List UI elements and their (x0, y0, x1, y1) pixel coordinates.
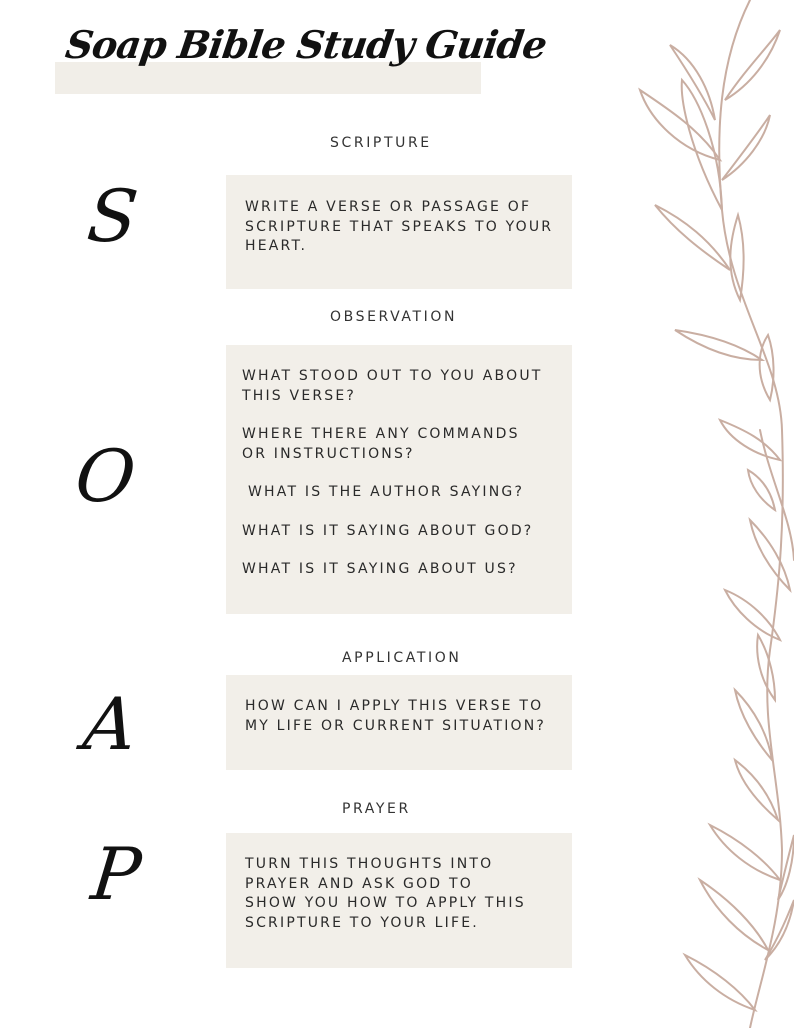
observation-question: WHERE THERE ANY COMMANDS OR INSTRUCTIONS? (242, 426, 520, 462)
leaf (675, 330, 762, 360)
page-title: Soap Bible Study Guide (62, 22, 550, 67)
letter-a: A (79, 682, 141, 766)
observation-box (226, 345, 572, 614)
heading-scripture: SCRIPTURE (330, 135, 432, 151)
scripture-box (226, 175, 572, 289)
leaf (735, 760, 778, 820)
leaf (748, 470, 775, 510)
application-prompt: HOW CAN I APPLY THIS VERSE TO MY LIFE OR CURRENT SITUATION? (245, 698, 547, 734)
application-box (226, 675, 572, 770)
vine-stem (760, 430, 794, 560)
leaf (655, 205, 730, 270)
heading-prayer: PRAYER (342, 801, 411, 817)
observation-question: WHAT IS THE AUTHOR SAYING? (248, 484, 525, 500)
heading-observation: OBSERVATION (330, 309, 458, 325)
leaf (640, 90, 720, 160)
leaf (670, 45, 715, 120)
letter-p: P (87, 832, 145, 916)
leaf (778, 835, 794, 900)
leaf (685, 955, 755, 1010)
prayer-prompt: TURN THIS THOUGHTS INTO PRAYER AND ASK GOD TO SHOW YOU HOW TO APPLY THIS SCRIPTURE TO YOUR LIFE. (245, 856, 526, 931)
letter-o: O (71, 434, 140, 518)
leaf (750, 520, 790, 590)
heading-application: APPLICATION (342, 650, 462, 666)
leaf (710, 825, 780, 880)
leaf (720, 420, 780, 460)
observation-question: WHAT IS IT SAYING ABOUT GOD? (242, 522, 534, 539)
scripture-prompt: WRITE A VERSE OR PASSAGE OF SCRIPTURE THAT SPEAKS TO YOUR HEART. (245, 199, 554, 254)
vine-illustration (630, 0, 794, 1028)
leaf (730, 215, 743, 300)
observation-question: WHAT IS IT SAYING ABOUT US? (242, 561, 518, 577)
letter-s: S (83, 174, 142, 258)
prayer-box (226, 833, 572, 968)
leaf (765, 900, 794, 960)
leaf (700, 880, 768, 950)
leaf (682, 80, 722, 210)
leaf (757, 635, 775, 700)
observation-question: WHAT STOOD OUT TO YOU ABOUT THIS VERSE? (242, 368, 543, 404)
leaf (722, 115, 770, 180)
